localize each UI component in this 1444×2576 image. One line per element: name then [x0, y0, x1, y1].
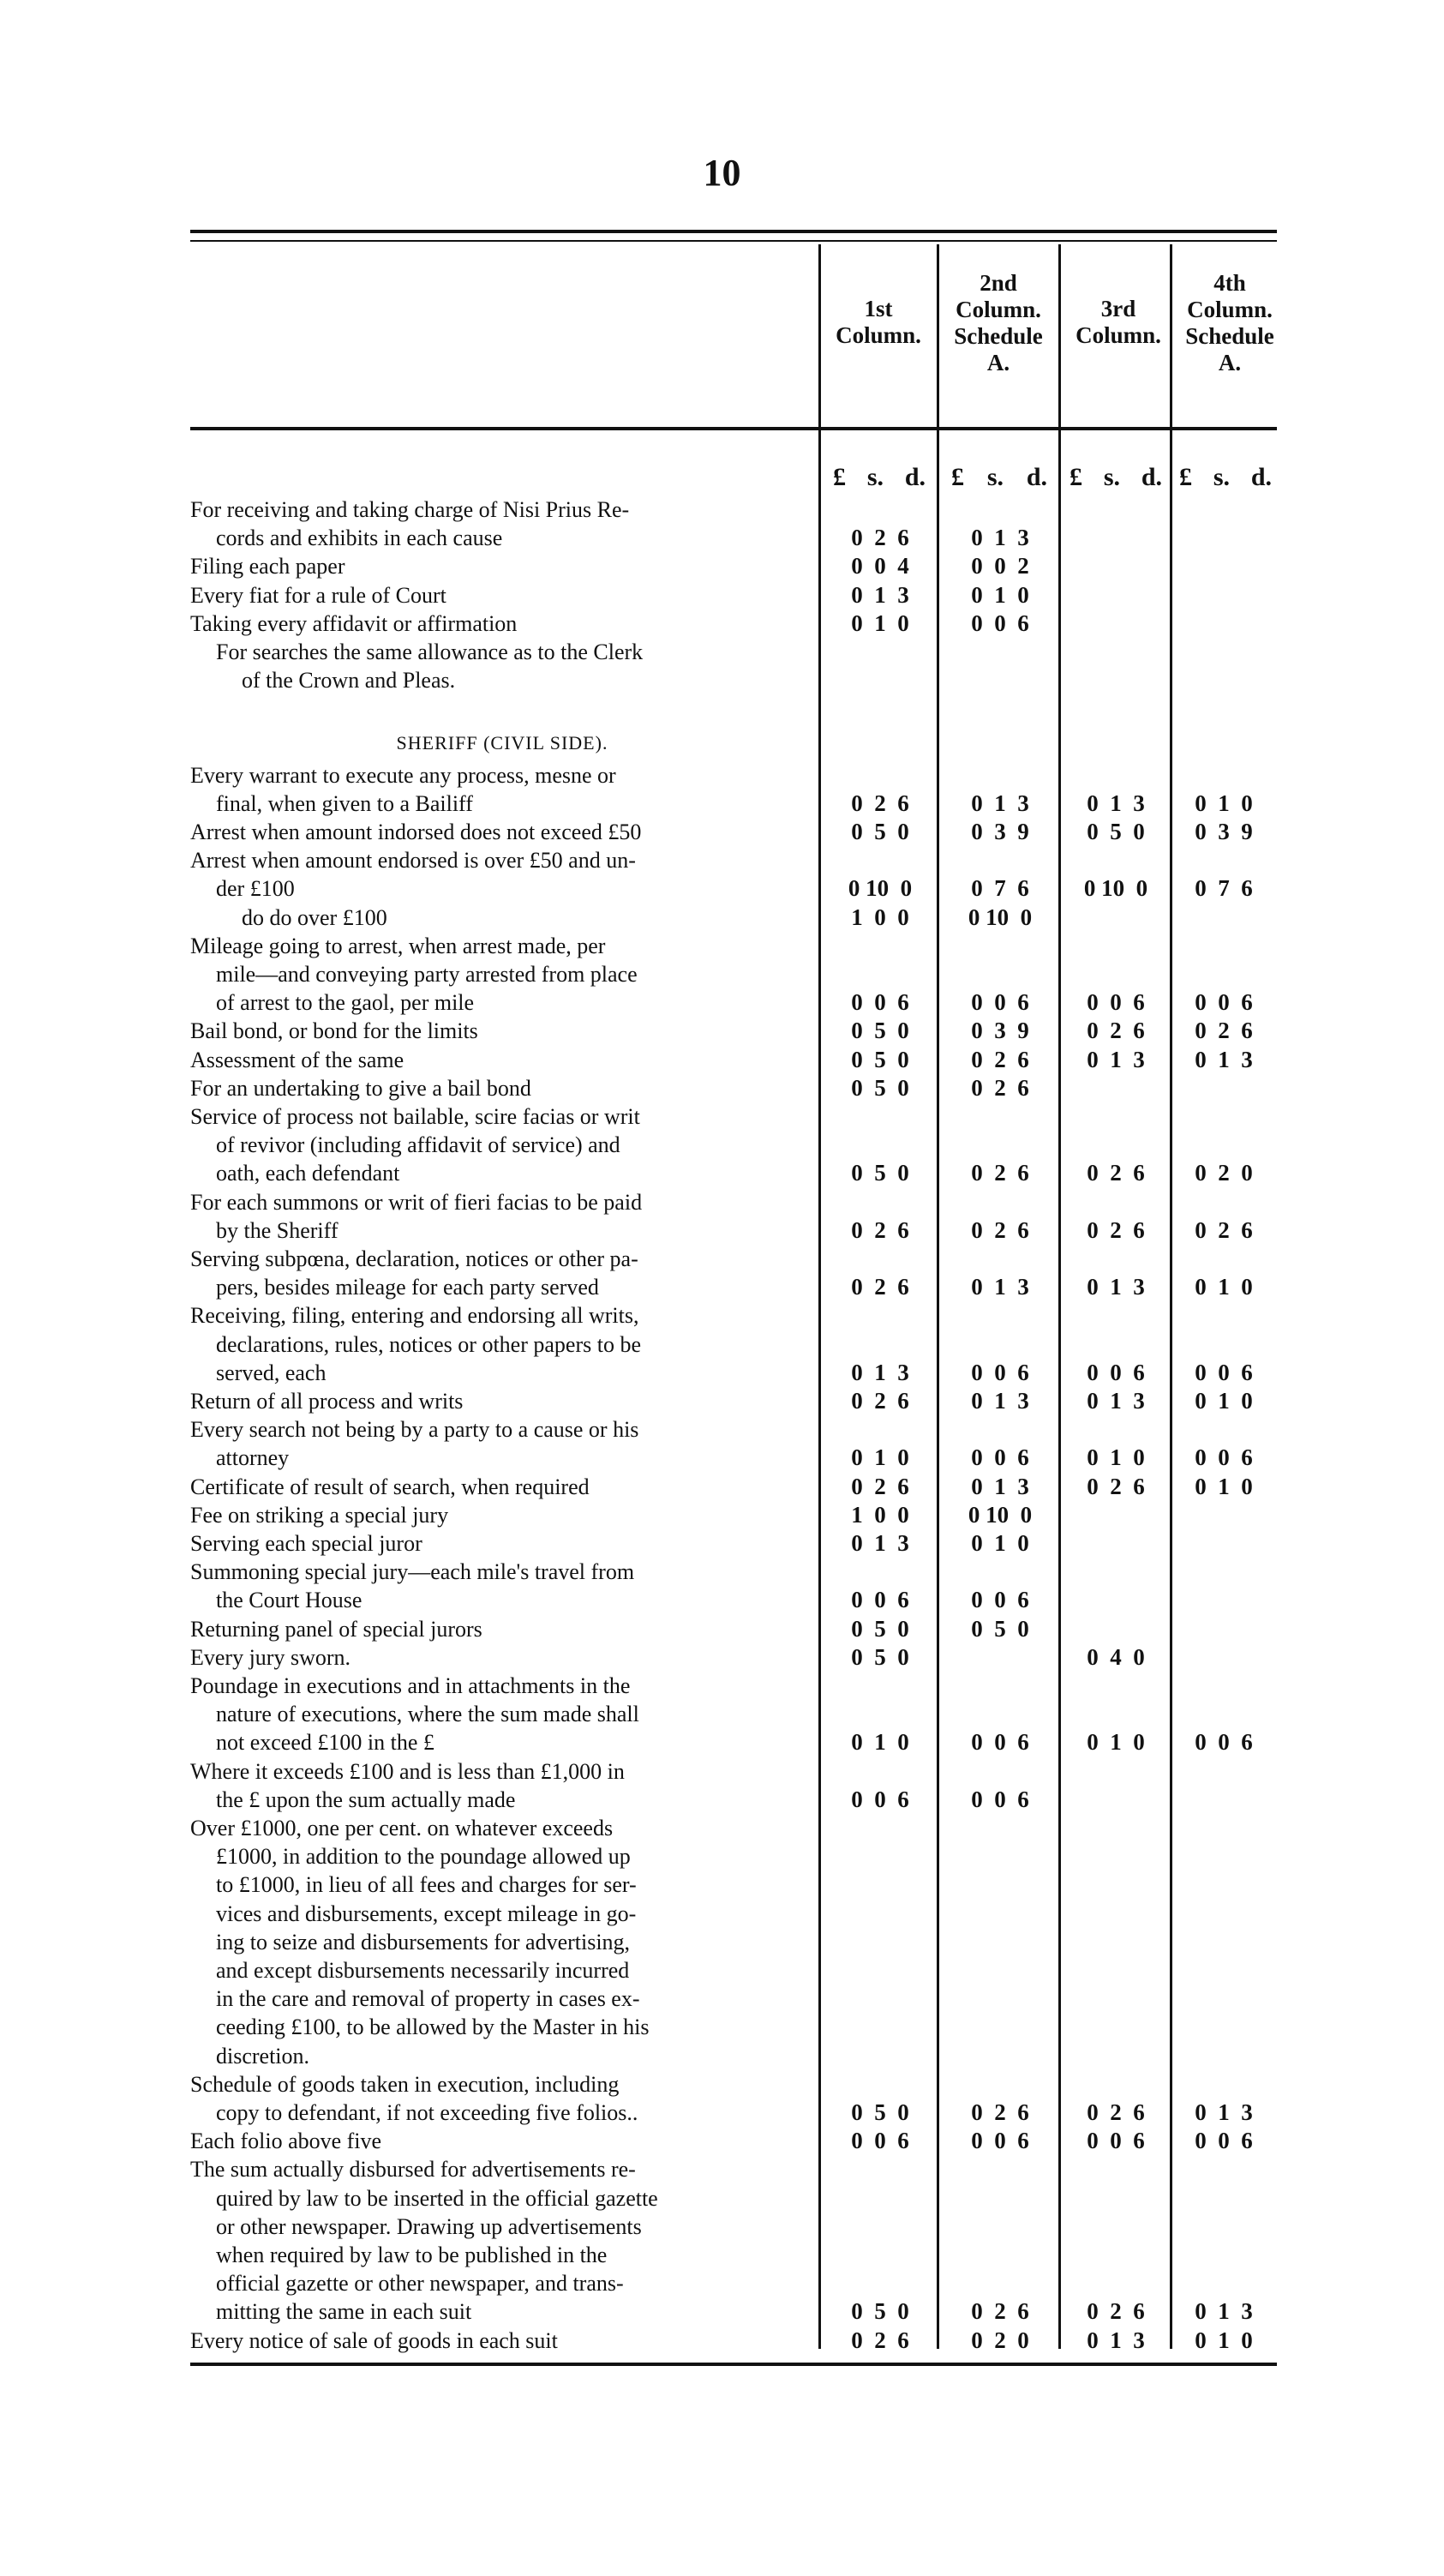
row-text-line: Returning panel of special jurors	[190, 1616, 482, 1642]
fee-row	[0, 818, 1444, 846]
fee-col-2: 0 2 6	[971, 1216, 1029, 1243]
row-text-line: in the care and removal of property in cases ex-	[216, 1986, 640, 2012]
fee-col-2: 0 1 0	[971, 581, 1029, 608]
fee-row	[0, 904, 1444, 932]
row-text-line: Service of process not bailable, scire facias or writ	[190, 1104, 640, 1129]
fee-row	[0, 2127, 1444, 2155]
row-text-line: of the Crown and Pleas.	[242, 668, 456, 694]
fee-col-3: 0 1 3	[1087, 1046, 1145, 1072]
fee-col-2: 0 1 3	[971, 525, 1029, 551]
fee-col-4: 0 1 3	[1195, 2298, 1253, 2325]
row-text-line: Taking every affidavit or affirmation	[190, 610, 518, 636]
row-text-line: Return of all process and writs	[190, 1389, 464, 1414]
row-text-line: cords and exhibits in each cause	[216, 525, 503, 551]
fee-col-1: 0 0 4	[851, 553, 909, 579]
row-text-line: Mileage going to arrest, when arrest made, per	[190, 933, 606, 958]
fee-row	[0, 1615, 1444, 1643]
row-text-line: oath, each defendant	[216, 1161, 400, 1186]
row-text-line: do do over £100	[242, 904, 387, 930]
fee-col-1: 0 5 0	[851, 819, 909, 844]
fee-col-3: 0 2 6	[1087, 1160, 1145, 1186]
fee-col-2: 0 2 0	[971, 2327, 1029, 2353]
fee-col-4: 0 0 6	[1195, 2128, 1253, 2154]
fee-col-3: 0 10 0	[1083, 875, 1148, 902]
fee-col-3: 0 2 6	[1087, 1216, 1145, 1243]
row-text-line: attorney	[216, 1445, 290, 1471]
fee-col-3: 0 2 6	[1087, 2099, 1145, 2125]
fee-row	[0, 1017, 1444, 1045]
fee-col-3: 0 2 6	[1087, 1473, 1145, 1499]
row-text-line: Each folio above five	[190, 2129, 382, 2154]
fee-row	[0, 1273, 1444, 1301]
column-heading-2: 2nd Column. Schedule A.	[954, 270, 1043, 375]
row-text-line: der £100	[216, 876, 295, 902]
units-col-1: £ s. d.	[833, 463, 926, 491]
fee-col-2: 0 3 9	[971, 819, 1029, 844]
fee-row	[0, 1501, 1444, 1529]
fee-col-2: 0 1 3	[971, 1274, 1029, 1300]
row-text-line: Every fiat for a rule of Court	[190, 582, 446, 608]
row-text-line: Summoning special jury—each mile's travel from	[190, 1559, 635, 1585]
fee-col-2: 0 10 0	[968, 1501, 1033, 1528]
column-heading-4: 4th Column. Schedule A.	[1185, 270, 1274, 375]
fee-col-1: 0 0 6	[851, 2128, 909, 2154]
column-heading-1: 1st Column.	[836, 296, 921, 348]
row-text-line: quired by law to be inserted in the official gazette	[216, 2185, 658, 2211]
fee-col-2: 0 1 3	[971, 1473, 1029, 1499]
fee-col-3: 0 1 3	[1087, 790, 1145, 816]
row-text-line: £1000, in addition to the poundage allowed up	[216, 1844, 631, 1870]
fee-row	[0, 2327, 1444, 2355]
fee-col-3: 0 0 6	[1087, 989, 1145, 1016]
fee-col-2: 0 0 6	[971, 609, 1029, 636]
row-text-line: by the Sheriff	[216, 1217, 339, 1243]
fee-row	[0, 874, 1444, 903]
row-text-line: pers, besides mileage for each party served	[216, 1275, 599, 1300]
row-text-line: ceeding £100, to be allowed by the Master in his	[216, 2015, 650, 2040]
fee-col-2: 0 2 6	[971, 1074, 1029, 1101]
fee-col-4: 0 0 6	[1195, 1444, 1253, 1471]
fee-col-2: 0 1 0	[971, 1530, 1029, 1556]
row-text-line: Every jury sworn.	[190, 1644, 351, 1670]
fee-col-1: 0 2 6	[851, 1388, 909, 1414]
fee-col-1: 0 5 0	[851, 1018, 909, 1044]
units-col-4: £ s. d.	[1179, 463, 1272, 491]
fee-col-4: 0 1 0	[1195, 1388, 1253, 1414]
row-text-line: vices and disbursements, except mileage in go-	[216, 1900, 637, 1926]
fee-col-1: 0 2 6	[851, 1473, 909, 1499]
fee-col-4: 0 0 6	[1195, 1729, 1253, 1756]
fee-col-2: 0 0 6	[971, 1359, 1029, 1385]
fee-row	[0, 1473, 1444, 1501]
fee-row	[0, 1529, 1444, 1558]
row-text-line: Every notice of sale of goods in each suit	[190, 2327, 558, 2353]
fee-col-2: 0 2 6	[971, 1046, 1029, 1072]
row-text-line: Assessment of the same	[190, 1047, 404, 1072]
row-text-line: Over £1000, one per cent. on whatever exceeds	[190, 1816, 614, 1840]
row-text-line: copy to defendant, if not exceeding five folios..	[216, 2100, 638, 2125]
column-heading-3: 3rd Column.	[1076, 296, 1161, 348]
row-text-line: discretion.	[216, 2043, 310, 2069]
fee-col-1: 0 5 0	[851, 1160, 909, 1186]
fee-col-4: 0 2 6	[1195, 1216, 1253, 1243]
fee-col-1: 0 2 6	[851, 790, 909, 816]
fee-col-3: 0 1 3	[1087, 1388, 1145, 1414]
fee-col-3: 0 1 3	[1087, 1274, 1145, 1300]
fee-col-2: 0 2 6	[971, 2099, 1029, 2125]
row-text-line: Serving subpœna, declaration, notices or other pa-	[190, 1246, 638, 1271]
fee-row	[0, 1728, 1444, 1756]
fee-col-2: 0 7 6	[971, 875, 1029, 902]
fee-row	[0, 1387, 1444, 1415]
row-text-line: and except disbursements necessarily incurred	[216, 1958, 630, 1983]
row-text-line: The sum actually disbursed for advertisements re-	[190, 2157, 636, 2183]
row-text-line: mile—and conveying party arrested from place	[216, 962, 638, 987]
section-heading: SHERIFF (CIVIL SIDE).	[396, 732, 608, 754]
fee-row	[0, 552, 1444, 580]
fee-col-1: 0 0 6	[851, 1587, 909, 1613]
fee-col-1: 0 5 0	[851, 2099, 909, 2125]
fee-col-2: 0 0 6	[971, 1444, 1029, 1471]
fee-col-4: 0 3 9	[1195, 819, 1253, 844]
row-text-line: For each summons or writ of fieri facias to be paid	[190, 1189, 643, 1215]
row-text-line: final, when given to a Bailiff	[216, 790, 473, 816]
fee-col-1: 0 2 6	[851, 1216, 909, 1243]
fee-col-3: 0 0 6	[1087, 1359, 1145, 1385]
fee-row	[0, 988, 1444, 1017]
row-text-line: Serving each special juror	[190, 1531, 422, 1556]
fee-col-4: 0 2 0	[1195, 1160, 1253, 1186]
fee-col-1: 0 0 6	[851, 989, 909, 1016]
row-text-line: served, each	[216, 1360, 327, 1385]
row-text-line: or other newspaper. Drawing up advertisements	[216, 2213, 642, 2239]
fee-col-4: 0 0 6	[1195, 989, 1253, 1016]
fee-col-1: 0 1 0	[851, 1729, 909, 1756]
row-text-line: declarations, rules, notices or other papers to be	[216, 1331, 641, 1357]
fee-col-4: 0 1 0	[1195, 790, 1253, 816]
fee-col-1: 0 5 0	[851, 1643, 909, 1670]
fee-row	[0, 790, 1444, 818]
row-text-line: Poundage in executions and in attachments in the	[190, 1673, 631, 1698]
top-rule-thin	[190, 240, 1277, 242]
fee-col-1: 0 1 3	[851, 581, 909, 608]
fee-col-3: 0 1 0	[1087, 1729, 1145, 1756]
header-bottom-rule	[190, 427, 1277, 430]
fee-col-1: 0 0 6	[851, 1786, 909, 1812]
row-text-line: Fee on striking a special jury	[190, 1502, 449, 1528]
fee-col-4: 0 1 0	[1195, 2327, 1253, 2353]
page-number: 10	[703, 152, 741, 194]
fee-col-2: 0 0 6	[971, 1786, 1029, 1812]
fee-col-4: 0 0 6	[1195, 1359, 1253, 1385]
units-col-3: £ s. d.	[1070, 463, 1162, 491]
row-text-line: Receiving, filing, entering and endorsing all writs,	[190, 1303, 639, 1329]
fee-row	[0, 1586, 1444, 1614]
fee-col-3: 0 1 3	[1087, 2327, 1145, 2353]
fee-col-2: 0 0 6	[971, 2128, 1029, 2154]
row-text-line: nature of executions, where the sum made shall	[216, 1702, 639, 1727]
fee-col-1: 0 1 0	[851, 609, 909, 636]
row-text-line: the Court House	[216, 1588, 362, 1613]
fee-col-4: 0 2 6	[1195, 1018, 1253, 1044]
fee-col-4: 0 1 3	[1195, 1046, 1253, 1072]
row-text-line: to £1000, in lieu of all fees and charges for ser-	[216, 1872, 637, 1898]
row-text-line: For searches the same allowance as to the Clerk	[216, 639, 644, 664]
fee-row	[0, 524, 1444, 552]
fee-row	[0, 609, 1444, 638]
row-text-line: the £ upon the sum actually made	[216, 1786, 516, 1812]
fee-row	[0, 581, 1444, 609]
row-text-line: official gazette or other newspaper, and trans-	[216, 2271, 624, 2297]
bottom-rule	[190, 2363, 1277, 2366]
fee-col-1: 1 0 0	[851, 904, 909, 930]
fee-col-1: 0 5 0	[851, 1615, 909, 1642]
row-text-line: not exceed £100 in the £	[216, 1730, 434, 1756]
fee-col-2: 0 3 9	[971, 1018, 1029, 1044]
fee-row	[0, 1046, 1444, 1074]
fee-col-2: 0 1 3	[971, 1388, 1029, 1414]
fee-col-2: 0 1 3	[971, 790, 1029, 816]
fee-row	[0, 2297, 1444, 2326]
fee-col-1: 0 2 6	[851, 525, 909, 551]
row-text-line: Where it exceeds £100 and is less than £1,000 in	[190, 1758, 625, 1784]
fee-col-3: 0 2 6	[1087, 1018, 1145, 1044]
fee-row	[0, 1216, 1444, 1245]
row-text-line: mitting the same in each suit	[216, 2299, 472, 2325]
row-text-line: of arrest to the gaol, per mile	[216, 990, 475, 1016]
fee-col-4: 0 7 6	[1195, 875, 1253, 902]
fee-col-3: 0 4 0	[1087, 1643, 1145, 1670]
fee-col-1: 0 1 3	[851, 1530, 909, 1556]
fee-col-2: 0 0 6	[971, 1729, 1029, 1756]
row-text-line: Certificate of result of search, when required	[190, 1474, 590, 1499]
fee-col-1: 0 2 6	[851, 2327, 909, 2353]
fee-col-4: 0 1 0	[1195, 1274, 1253, 1300]
fee-col-2: 0 0 2	[971, 553, 1029, 579]
row-text-line: Filing each paper	[190, 554, 345, 579]
row-text-line: when required by law to be published in the	[216, 2243, 608, 2267]
row-text-line: Arrest when amount endorsed is over £50 and un-	[190, 848, 636, 874]
row-text-line: Every search not being by a party to a cause or his	[190, 1417, 639, 1443]
fee-col-1: 0 5 0	[851, 1046, 909, 1072]
fee-row	[0, 1643, 1444, 1672]
fee-col-3: 0 5 0	[1087, 819, 1145, 844]
fee-col-2: 0 10 0	[968, 904, 1033, 930]
fee-col-1: 0 2 6	[851, 1274, 909, 1300]
row-text-line: ing to seize and disbursements for advertising,	[216, 1929, 631, 1955]
fee-col-2: 0 0 6	[971, 989, 1029, 1016]
fee-col-4: 0 1 3	[1195, 2099, 1253, 2125]
fee-row	[0, 729, 1444, 757]
fee-row	[0, 2042, 1444, 2070]
top-rule	[190, 230, 1277, 233]
row-text-line: Arrest when amount indorsed does not exceed £50	[190, 820, 642, 844]
row-text-line: For an undertaking to give a bail bond	[190, 1075, 531, 1101]
fee-col-2: 0 2 6	[971, 2298, 1029, 2325]
row-text-line: of revivor (including affidavit of service) and	[216, 1132, 620, 1158]
row-text-line: Bail bond, or bond for the limits	[190, 1018, 478, 1044]
fee-row	[0, 1159, 1444, 1187]
fee-row	[0, 1444, 1444, 1472]
fee-col-3: 0 0 6	[1087, 2128, 1145, 2154]
units-col-2: £ s. d.	[951, 463, 1047, 491]
fee-col-1: 0 1 0	[851, 1444, 909, 1471]
fee-row	[0, 1074, 1444, 1102]
fee-col-3: 0 1 0	[1087, 1444, 1145, 1471]
fee-col-1: 1 0 0	[851, 1501, 909, 1528]
fee-col-1: 0 10 0	[848, 875, 913, 902]
row-text-line: Schedule of goods taken in execution, including	[190, 2071, 620, 2097]
fee-col-2: 0 2 6	[971, 1160, 1029, 1186]
fee-col-2: 0 5 0	[971, 1615, 1029, 1642]
fee-col-1: 0 1 3	[851, 1359, 909, 1385]
row-text-line: Every warrant to execute any process, mesne or	[190, 762, 616, 788]
fee-row	[0, 2099, 1444, 2127]
row-text-line: For receiving and taking charge of Nisi Prius Re-	[190, 497, 630, 522]
fee-col-2: 0 0 6	[971, 1587, 1029, 1613]
fee-row	[0, 666, 1444, 694]
fee-col-1: 0 5 0	[851, 2298, 909, 2325]
fee-col-4: 0 1 0	[1195, 1473, 1253, 1499]
fee-row	[0, 1359, 1444, 1387]
fee-col-3: 0 2 6	[1087, 2298, 1145, 2325]
fee-col-1: 0 5 0	[851, 1074, 909, 1101]
fee-row	[0, 1786, 1444, 1814]
